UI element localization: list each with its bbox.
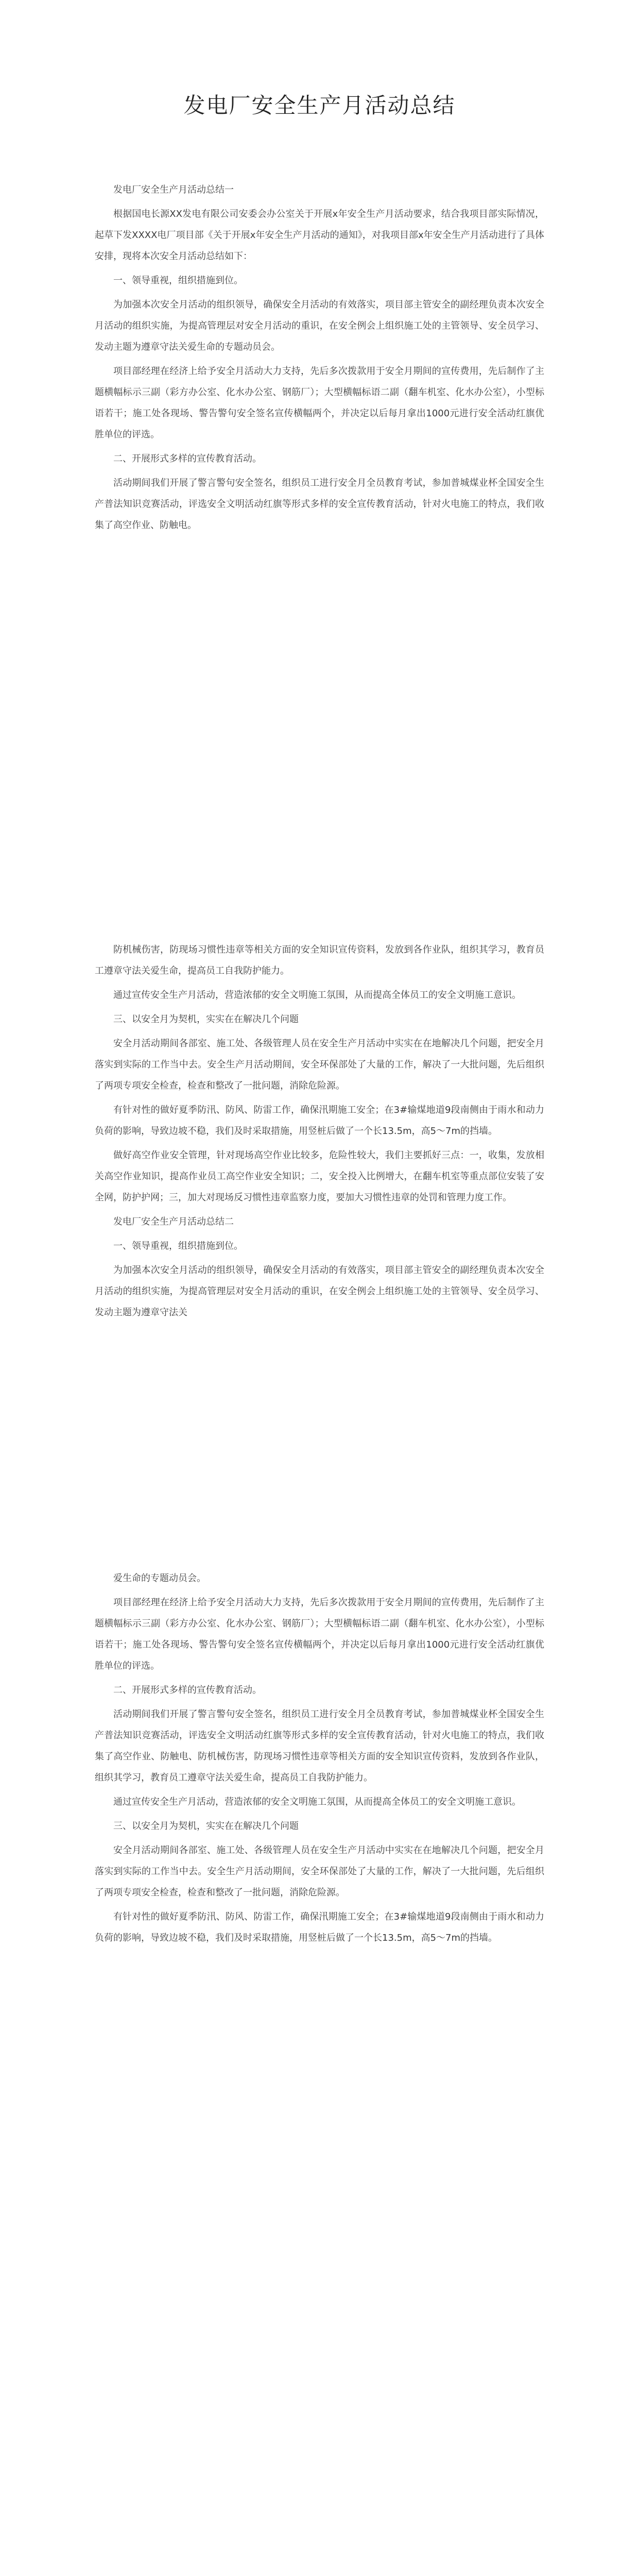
- paragraph: 有针对性的做好夏季防汛、防风、防雷工作，确保汛期施工安全；在3#输煤地道9段南侧由于雨水和动力负荷的影响，导致边坡不稳，我们及时采取措施，用竖桩后做了一个长13.5m，高5～7m的挡墙。: [95, 1911, 544, 1943]
- paragraph: 爱生命的专题动员会。: [113, 1573, 206, 1584]
- paragraph: 项目部经理在经济上给予安全月活动大力支持，先后多次拨款用于安全月期间的宣传费用，先后制作了主题横幅标示三副（彩方办公室、化水办公室、钢筋厂）；大型横幅标语二副（翻车机室、化水办公室），小型标语若干；施工处各现场、警告警句安全签名宣传横幅两个，并决定以后每月拿出1000元进行安全活动红旗优胜单位的评选。: [95, 1597, 544, 1671]
- section-heading: 三、以安全月为契机，实实在在解决几个问题: [113, 1821, 299, 1832]
- paragraph: 防机械伤害，防现场习惯性违章等相关方面的安全知识宣传资料，发放到各作业队，组织其学习，教育员工遵章守法关爱生命，提高员工自我防护能力。: [95, 944, 544, 976]
- paragraph: 项目部经理在经济上给予安全月活动大力支持，先后多次拨款用于安全月期间的宣传费用，先后制作了主题横幅标示三副（彩方办公室、化水办公室、钢筋厂）；大型横幅标语二副（翻车机室、化水办公室），小型标语若干；施工处各现场、警告警句安全签名宣传横幅两个，并决定以后每月拿出1000元进行安全活动红旗优胜单位的评选。: [95, 366, 544, 440]
- section-heading: 发电厂安全生产月活动总结一: [113, 184, 234, 195]
- section-heading: 三、以安全月为契机，实实在在解决几个问题: [113, 1014, 299, 1025]
- paragraph: 安全月活动期间各部室、施工处、各级管理人员在安全生产月活动中实实在在地解决几个问题，把安全月落实到实际的工作当中去。安全生产月活动期间，安全环保部处了大量的工作，解决了一大批问题，先后组织了两项专项安全检查，检查和整改了一批问题，消除危险源。: [95, 1845, 544, 1898]
- section-heading: 二、开展形式多样的宣传教育活动。: [113, 453, 262, 464]
- paragraph: 活动期间我们开展了警言警句安全签名，组织员工进行安全月全员教育考试，参加普城煤业杯全国安全生产普法知识竞赛活动，评选安全文明活动红旗等形式多样的安全宣传教育活动，针对火电施工的特点，我们收集了高空作业、防触电。: [95, 478, 544, 531]
- document-title: 发电厂安全生产月活动总结: [183, 93, 456, 118]
- text-block-2: [95, 939, 544, 1326]
- section-heading: 一、领导重视，组织措施到位。: [113, 275, 243, 286]
- paragraph: 活动期间我们开展了警言警句安全签名，组织员工进行安全月全员教育考试，参加普城煤业杯全国安全生产普法知识竞赛活动，评选安全文明活动红旗等形式多样的安全宣传教育活动，针对火电施工的特点，我们收集了高空作业、防触电、防机械伤害，防现场习惯性违章等相关方面的安全知识宣传资料，发放到各作业队，组织其学习，教育员工遵章守法关爱生命，提高员工自我防护能力。: [95, 1709, 544, 1783]
- paragraph: 通过宣传安全生产月活动，营造浓郁的安全文明施工氛围，从而提高全体员工的安全文明施工意识。: [113, 1797, 521, 1807]
- paragraph: 为加强本次安全月活动的组织领导，确保安全月活动的有效落实，项目部主管安全的副经理负责本次安全月活动的组织实施，为提高管理层对安全月活动的重识，在安全例会上组织施工处的主管领导、安全员学习、发动主题为遵章守法关爱生命的专题动员会。: [95, 299, 544, 352]
- paragraph: 有针对性的做好夏季防汛、防风、防雷工作，确保汛期施工安全；在3#输煤地道9段南侧由于雨水和动力负荷的影响，导致边坡不稳，我们及时采取措施，用竖桩后做了一个长13.5m，高5～7m的挡墙。: [95, 1105, 544, 1137]
- paragraph: 做好高空作业安全管理，针对现场高空作业比较多，危险性较大，我们主要抓好三点：一，收集，发放相关高空作业知识，提高作业员工高空作业安全知识；二，安全投入比例增大，在翻车机室等重点部位安装了安全网，防护护网；三，加大对现场反习惯性违章监察力度，要加大习惯性违章的处罚和管理力度工作。: [95, 1150, 544, 1203]
- section-heading: 二、开展形式多样的宣传教育活动。: [113, 1685, 262, 1696]
- section-heading: 一、领导重视，组织措施到位。: [113, 1241, 243, 1251]
- text-block-1: [95, 179, 544, 539]
- section-heading: 发电厂安全生产月活动总结二: [113, 1216, 234, 1227]
- text-block-3: [95, 1568, 544, 1952]
- paragraph: 安全月活动期间各部室、施工处、各级管理人员在安全生产月活动中实实在在地解决几个问题，把安全月落实到实际的工作当中去。安全生产月活动期间，安全环保部处了大量的工作，解决了一大批问题，先后组织了两项专项安全检查，检查和整改了一批问题，消除危险源。: [95, 1038, 544, 1091]
- paragraph: 为加强本次安全月活动的组织领导，确保安全月活动的有效落实，项目部主管安全的副经理负责本次安全月活动的组织实施，为提高管理层对安全月活动的重识，在安全例会上组织施工处的主管领导、安全员学习、发动主题为遵章守法关: [95, 1265, 544, 1318]
- paragraph: 通过宣传安全生产月活动，营造浓郁的安全文明施工氛围，从而提高全体员工的安全文明施工意识。: [113, 990, 521, 1001]
- paragraph: 根据国电长源XX发电有限公司安委会办公室关于开展x年安全生产月活动要求，结合我项目部实际情况，起草下发XXXX电厂项目部《关于开展x年安全生产月活动的通知》，对我项目部x年安全生产月活动进行了具体安排，现将本次安全月活动总结如下：: [95, 209, 544, 262]
